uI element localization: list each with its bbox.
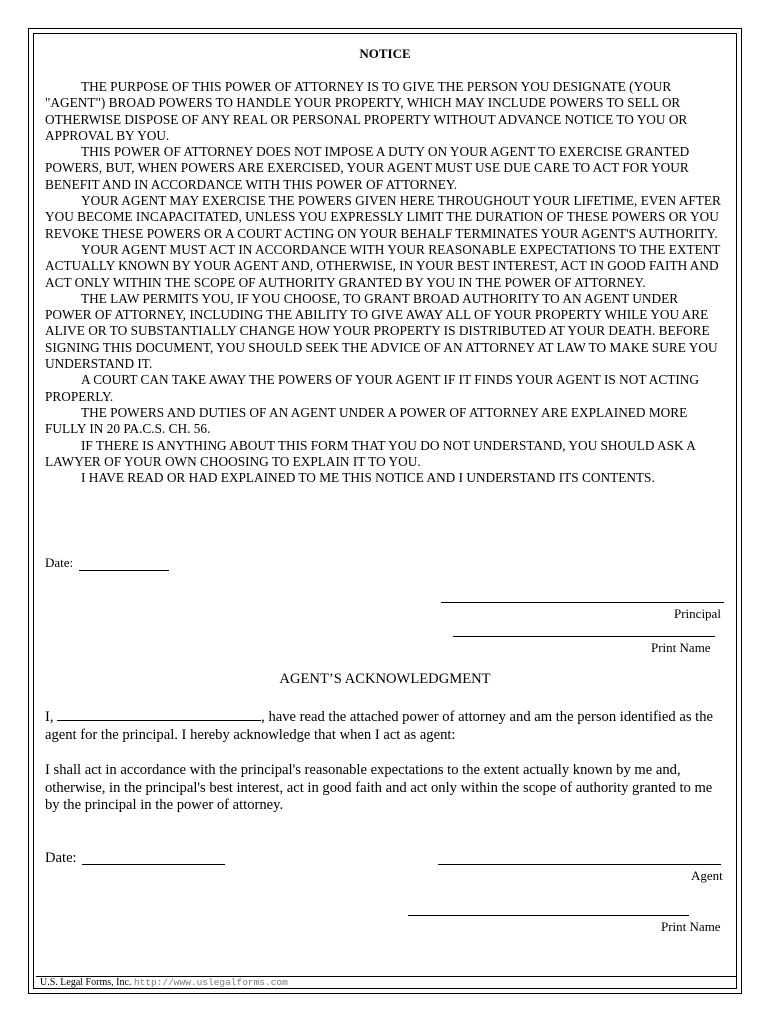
principal-label: Principal xyxy=(674,606,721,621)
notice-paragraph: THE POWERS AND DUTIES OF AN AGENT UNDER A POWER OF ATTORNEY ARE EXPLAINED MORE FULLY IN 20 PA.C.S. CH. 56. xyxy=(45,404,688,437)
footer-url[interactable]: http://www.uslegalforms.com xyxy=(133,977,288,988)
agent-label: Agent xyxy=(691,868,723,883)
acknowledgment-title: AGENT’S ACKNOWLEDGMENT xyxy=(279,671,491,687)
acknowledgment-intro xyxy=(45,707,725,744)
notice-paragraph: A COURT CAN TAKE AWAY THE POWERS OF YOUR AGENT IF IT FINDS YOUR AGENT IS NOT ACTING PROPERLY. xyxy=(45,372,700,404)
notice-paragraph: YOUR AGENT MUST ACT IN ACCORDANCE WITH YOUR REASONABLE EXPECTATIONS TO THE EXTENT ACTUALLY KNOWN BY YOUR AGENT AND, OTHERWISE, IN YOUR BEST INTEREST, ACT IN GOOD FAITH AND ACT ONLY WITHIN THE SCOPE OF AUTHORITY GRANTED BY YOU IN THE POWER OF ATTORNEY. xyxy=(45,241,721,290)
notice-title: NOTICE xyxy=(359,46,411,61)
notice-date-label: Date: xyxy=(45,555,74,570)
notice-paragraph: I HAVE READ OR HAD EXPLAINED TO ME THIS NOTICE AND I UNDERSTAND ITS CONTENTS. xyxy=(81,470,655,486)
notice-paragraph: YOUR AGENT MAY EXERCISE THE POWERS GIVEN HERE THROUGHOUT YOUR LIFETIME, EVEN AFTER YOU BECOME INCAPACITATED, UNLESS YOU EXPRESSLY LIMIT THE DURATION OF THESE POWERS OR YOU REVOKE THESE POWERS OR A COURT ACTING ON YOUR BEHALF TERMINATES YOUR AGENT'S AUTHORITY. xyxy=(45,193,721,241)
notice-body xyxy=(45,79,725,486)
agent-print-name-line[interactable] xyxy=(408,915,689,916)
notice-paragraph: THE LAW PERMITS YOU, IF YOU CHOOSE, TO GRANT BROAD AUTHORITY TO AN AGENT UNDER POWER OF ATTORNEY, INCLUDING THE ABILITY TO GIVE AWAY ALL OF YOUR PROPERTY WHILE YOU ARE ALIVE OR TO SUBSTANTIALLY CHANGE HOW YOUR PROPERTY IS DISTRIBUTED AT YOUR DEATH. BEFORE SIGNING THIS DOCUMENT, YOU SHOULD SEEK THE ADVICE OF AN ATTORNEY AT LAW TO MAKE SURE YOU UNDERSTAND IT. xyxy=(45,290,718,372)
acknowledgment-body: I shall act in accordance with the principal's reasonable expectations to the extent actually known by me and, otherwise, in the principal's best interest, act in good faith and act only within the scope of authority granted to me by the principal in the power of attorney. xyxy=(45,762,713,813)
principal-print-name-label: Print Name xyxy=(651,640,711,655)
principal-signature-line[interactable] xyxy=(441,602,724,603)
agent-date-field[interactable] xyxy=(82,864,225,865)
principal-print-name-line[interactable] xyxy=(453,636,715,637)
footer-company: U.S. Legal Forms, Inc. xyxy=(40,977,132,988)
agent-date-label: Date: xyxy=(45,850,77,866)
footer xyxy=(36,976,736,988)
notice-paragraph: IF THERE IS ANYTHING ABOUT THIS FORM THAT YOU DO NOT UNDERSTAND, YOU SHOULD ASK A LAWYER OF YOUR OWN CHOOSING TO EXPLAIN IT TO YOU. xyxy=(45,437,696,469)
notice-paragraph: THE PURPOSE OF THIS POWER OF ATTORNEY IS TO GIVE THE PERSON YOU DESIGNATE (YOUR "AGENT") BROAD POWERS TO HANDLE YOUR PROPERTY, WHICH MAY INCLUDE POWERS TO SELL OR OTHERWISE DISPOSE OF ANY REAL OR PERSONAL PROPERTY WITHOUT ADVANCE NOTICE TO YOU OR APPROVAL BY YOU. xyxy=(45,79,688,143)
agent-name-field[interactable] xyxy=(57,707,261,721)
notice-date-field[interactable] xyxy=(79,570,169,571)
notice-paragraph: THIS POWER OF ATTORNEY DOES NOT IMPOSE A DUTY ON YOUR AGENT TO EXERCISE GRANTED POWERS, BUT, WHEN POWERS ARE EXERCISED, YOUR AGENT MUST USE DUE CARE TO ACT FOR YOUR BENEFIT AND IN ACCORDANCE WITH THIS POWER OF ATTORNEY. xyxy=(45,144,690,192)
acknowledgment-intro-prefix: I, xyxy=(45,709,58,725)
agent-print-name-label: Print Name xyxy=(661,919,721,934)
acknowledgment-intro-suffix: , have read the attached power of attorney and am the person identified as the agent for the principal. I hereby acknowledge that when I act as agent: xyxy=(45,709,713,743)
agent-signature-line[interactable] xyxy=(438,864,721,865)
